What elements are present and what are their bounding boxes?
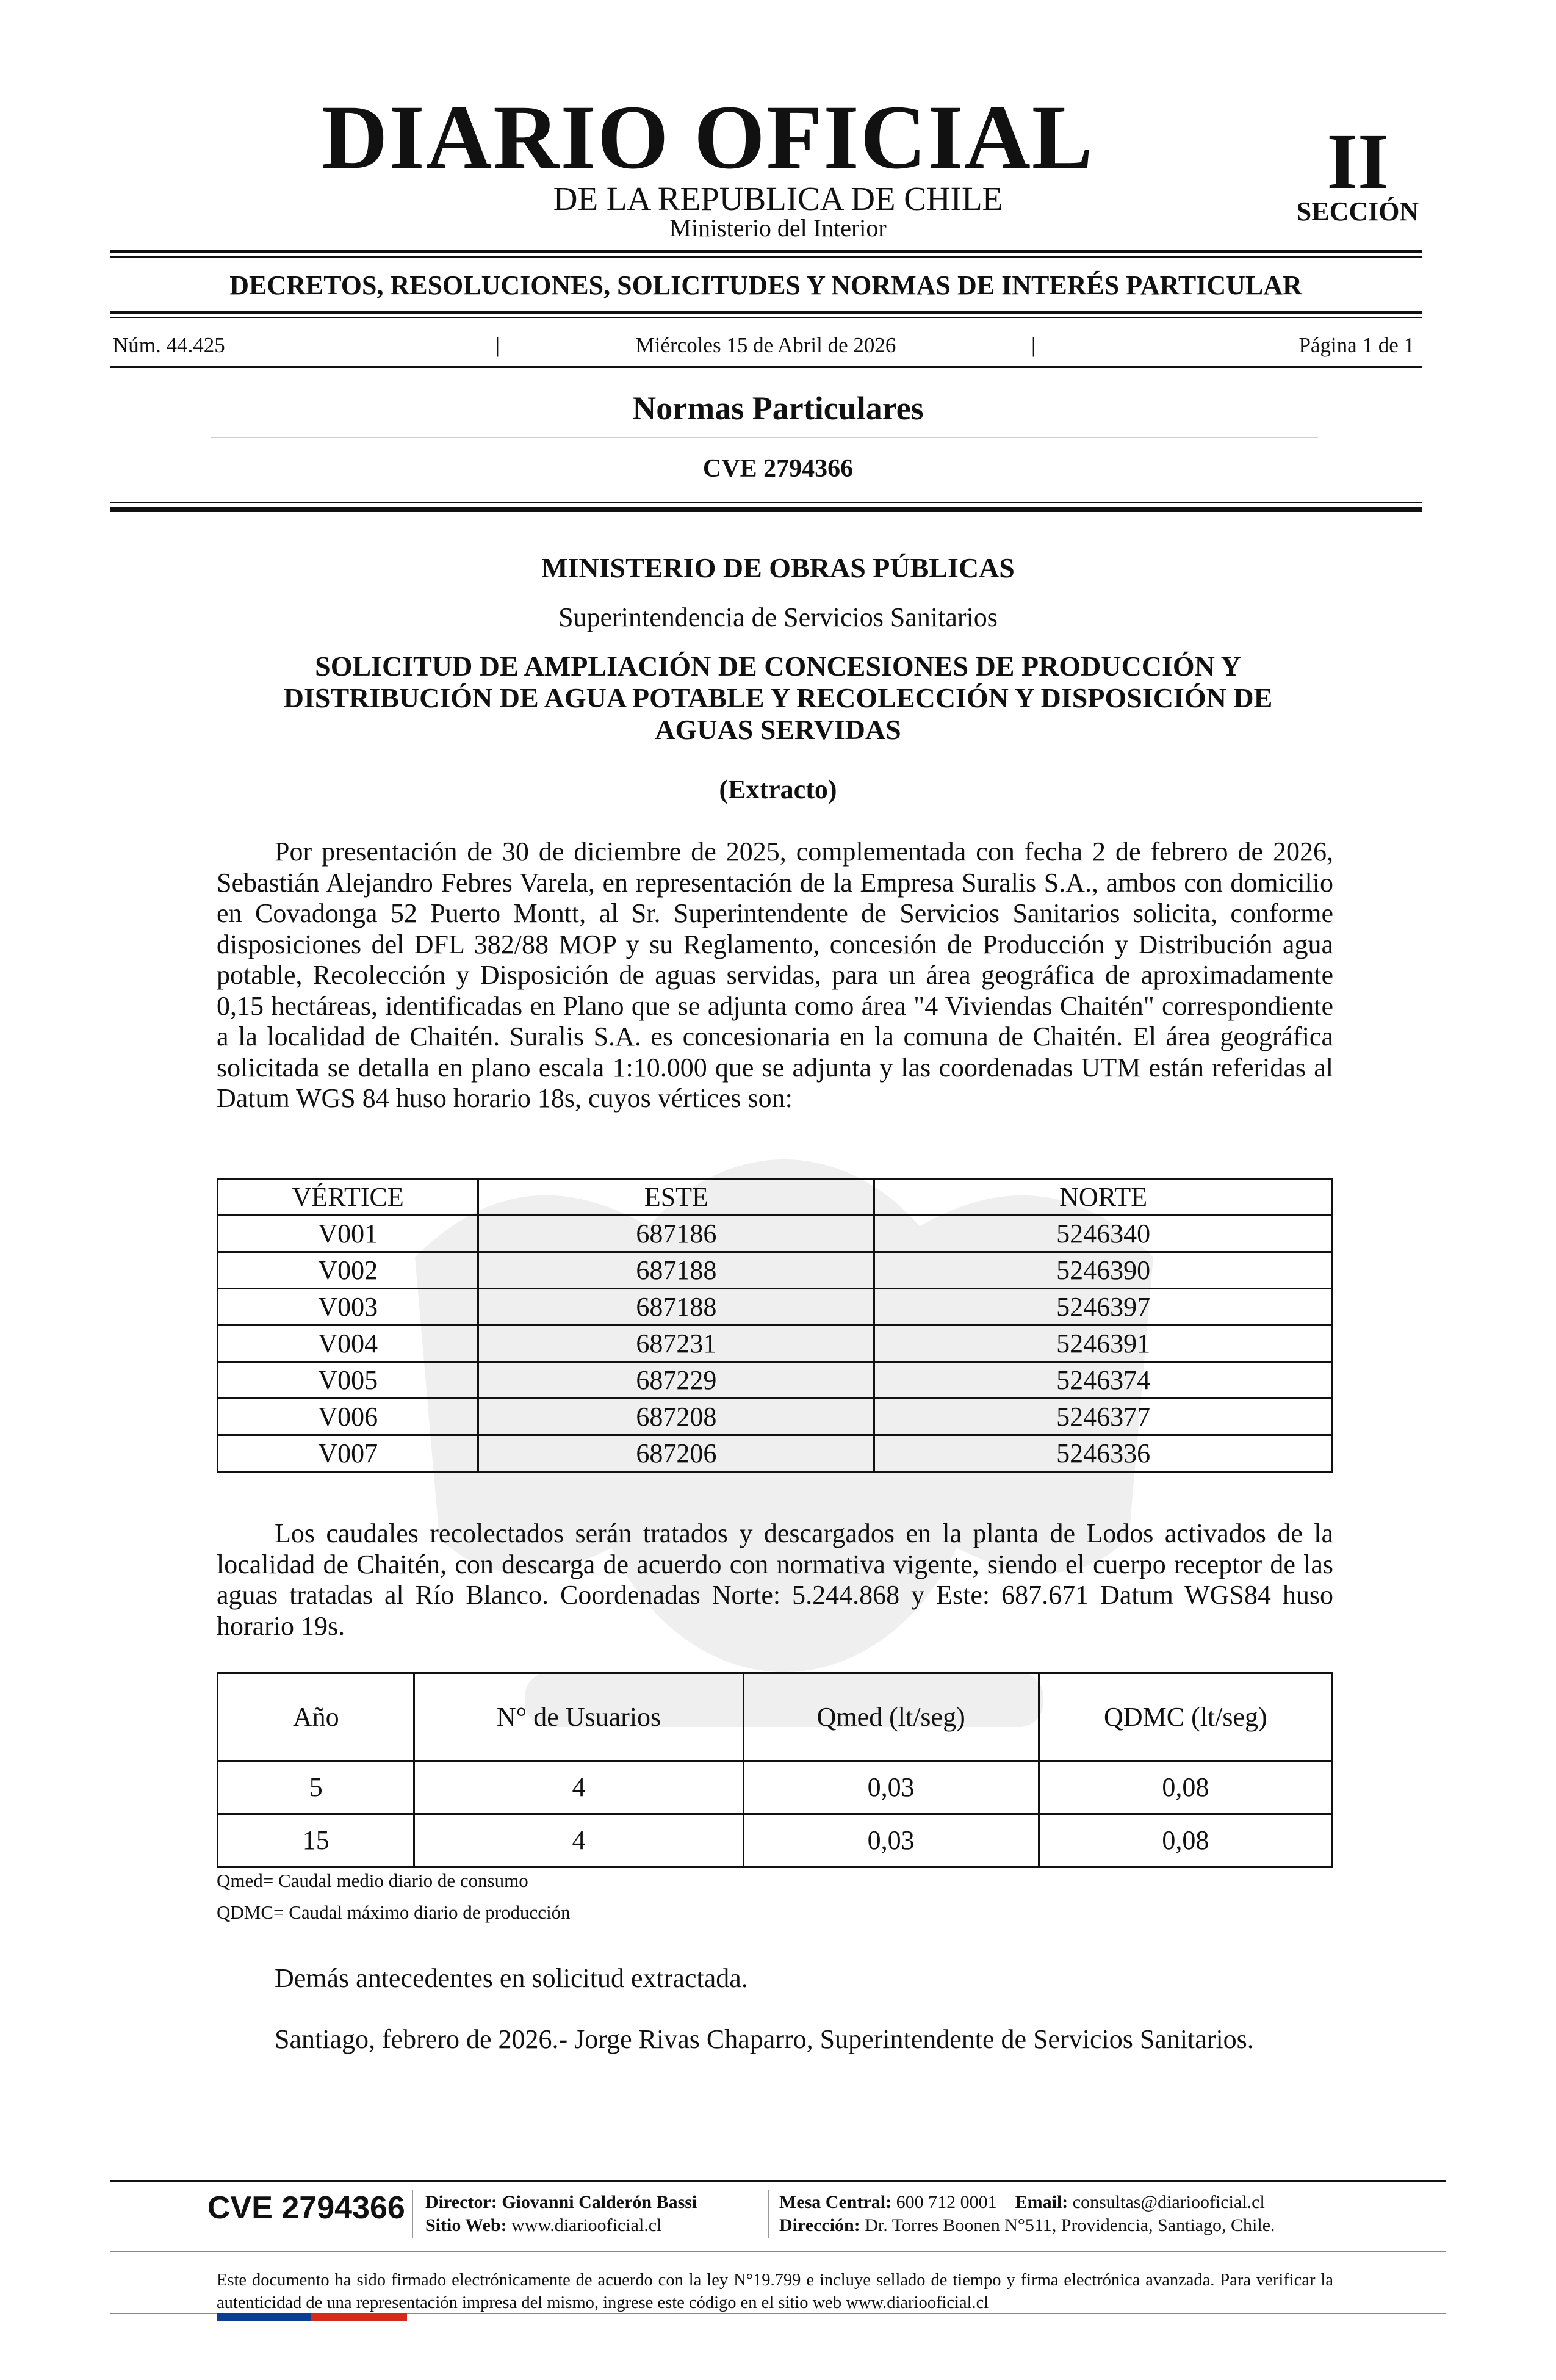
vertex-id: V001 — [218, 1216, 478, 1252]
document-title-line: SOLICITUD DE AMPLIACIÓN DE CONCESIONES DE PRODUCCIÓN Y — [315, 651, 1241, 682]
footer-rule-top — [110, 2180, 1446, 2182]
address-text: Dr. Torres Boonen N°511, Providencia, Santiago, Chile. — [865, 2215, 1275, 2235]
table-row — [218, 1399, 1333, 1435]
table-row — [218, 1761, 1333, 1814]
masthead-rule-top-thin — [110, 256, 1422, 258]
column-header: ESTE — [478, 1179, 874, 1216]
cve-code: CVE 2794366 — [702, 455, 854, 483]
document-title — [244, 651, 1312, 746]
table-row — [218, 1252, 1333, 1289]
table-footnote: Qmed= Caudal medio diario de consumo — [217, 1870, 528, 1891]
year-cell: 15 — [218, 1814, 414, 1867]
section-number: II — [1327, 118, 1389, 206]
vertex-id: V004 — [218, 1325, 478, 1362]
east-coordinate: 687206 — [478, 1435, 874, 1472]
document-title-line: AGUAS SERVIDAS — [655, 714, 901, 745]
banner-rule-bottom — [110, 311, 1422, 314]
site-label: Sitio Web: — [425, 2215, 507, 2235]
north-coordinate: 5246340 — [874, 1216, 1333, 1252]
mesa-phone: 600 712 0001 — [896, 2192, 997, 2212]
vertex-id: V005 — [218, 1362, 478, 1399]
qmed-cell: 0,03 — [743, 1761, 1039, 1814]
table-footnote: QDMC= Caudal máximo diario de producción — [217, 1902, 571, 1923]
heading-divider — [211, 437, 1318, 438]
footer-divider-left — [412, 2190, 413, 2238]
east-coordinate: 687188 — [478, 1252, 874, 1289]
column-header: N° de Usuarios — [414, 1673, 743, 1761]
vertex-id: V003 — [218, 1289, 478, 1325]
east-coordinate: 687229 — [478, 1362, 874, 1399]
issue-rule — [110, 366, 1422, 368]
north-coordinate: 5246336 — [874, 1435, 1333, 1472]
section-label: SECCIÓN — [1296, 197, 1419, 226]
masthead-subtitle: DE LA REPUBLICA DE CHILE — [553, 180, 1003, 217]
flag-stripe-red — [311, 2313, 407, 2321]
issue-separator-left: | — [495, 333, 500, 357]
body-paragraph-1: Por presentación de 30 de diciembre de 2025, complementada con fecha 2 de febrero de 2026, Sebastián Alejandro Febres Varela, en representación de la Empresa Suralis S.A., ambos con domicilio en Covadonga 52 Puerto Montt, al Sr. Superintendente de Servicios Sanitarios solicita, conforme disposiciones del DFL 382/88 MOP y su Reglamento, concesión de Producción y Distribución agua potable, Recolección y Disposición de aguas servidas, para un área geográfica de aproximadamente 0,15 hectáreas, identificadas en Plano que se adjunta como área "4 Viviendas Chaitén" correspondiente a la localidad de Chaitén. Suralis S.A. es concesionaria en la comuna de Chaitén. El área geográfica solicitada se detalla en plano escala 1:10.000 que se adjunta y las coordenadas UTM están referidas al Datum WGS 84 huso horario 18s, cuyos vértices son: — [217, 837, 1333, 1113]
users-cell: 4 — [414, 1814, 743, 1867]
footer-legal-notice: Este documento ha sido firmado electrónicamente de acuerdo con la ley N°19.799 e incluye sellado de tiempo y firma electrónica avanzada. Para verificar la autenticidad de una representación impresa del mismo, ingrese este código en el sitio web www.diariooficial.cl — [217, 2271, 1333, 2312]
table-row — [218, 1814, 1333, 1867]
east-coordinate: 687208 — [478, 1399, 874, 1435]
footer-director — [425, 2191, 697, 2214]
footer-website — [425, 2214, 697, 2237]
footer-divider-right — [768, 2190, 769, 2238]
table-header-row — [218, 1673, 1333, 1761]
flag-stripe-blue — [217, 2313, 311, 2321]
column-header: NORTE — [874, 1179, 1333, 1216]
issue-number: Núm. 44.425 — [113, 333, 225, 357]
footer-address — [779, 2214, 1275, 2237]
column-header: QDMC (lt/seg) — [1039, 1673, 1332, 1761]
closing-line: Demás antecedentes en solicitud extractada. — [275, 1963, 748, 1993]
year-cell: 5 — [218, 1761, 414, 1814]
document-title-line: DISTRIBUCIÓN DE AGUA POTABLE Y RECOLECCIÓN Y DISPOSICIÓN DE — [283, 682, 1273, 713]
table-header-row — [218, 1179, 1333, 1216]
footer-phone-email — [779, 2191, 1275, 2214]
north-coordinate: 5246374 — [874, 1362, 1333, 1399]
column-header: VÉRTICE — [218, 1179, 478, 1216]
east-coordinate: 687188 — [478, 1289, 874, 1325]
north-coordinate: 5246390 — [874, 1252, 1333, 1289]
masthead-title: DIARIO OFICIAL — [322, 87, 1094, 188]
vertex-id: V002 — [218, 1252, 478, 1289]
issuing-ministry: MINISTERIO DE OBRAS PÚBLICAS — [541, 552, 1015, 583]
table-row — [218, 1216, 1333, 1252]
header-end-rule-thick — [110, 507, 1422, 512]
extract-label: (Extracto) — [719, 774, 837, 804]
north-coordinate: 5246391 — [874, 1325, 1333, 1362]
vertices-table — [217, 1178, 1333, 1473]
email-label: Email: — [1015, 2192, 1068, 2212]
table-row — [218, 1435, 1333, 1472]
table-row — [218, 1325, 1333, 1362]
issue-separator-right: | — [1031, 333, 1036, 357]
table-row — [218, 1289, 1333, 1325]
flow-table — [217, 1672, 1333, 1868]
users-cell: 4 — [414, 1761, 743, 1814]
north-coordinate: 5246377 — [874, 1399, 1333, 1435]
issue-date: Miércoles 15 de Abril de 2026 — [635, 333, 896, 357]
site-url[interactable]: www.diariooficial.cl — [511, 2215, 662, 2235]
director-name: Giovanni Calderón Bassi — [502, 2192, 697, 2212]
footer-rule-mid — [110, 2251, 1446, 2252]
qdmc-cell: 0,08 — [1039, 1814, 1332, 1867]
signature-line: Santiago, febrero de 2026.- Jorge Rivas Chaparro, Superintendente de Servicios Sanitarios. — [275, 2024, 1254, 2054]
section-heading: Normas Particulares — [632, 390, 924, 427]
east-coordinate: 687231 — [478, 1325, 874, 1362]
qmed-cell: 0,03 — [743, 1814, 1039, 1867]
masthead-rule-top — [110, 250, 1422, 253]
body-paragraph-2: Los caudales recolectados serán tratados y descargados en la planta de Lodos activados de la localidad de Chaitén, con descarga de acuerdo con normativa vigente, siendo el cuerpo receptor de las aguas tratadas al Río Blanco. Coordenadas Norte: 5.244.868 y Este: 687.671 Datum WGS84 huso horario 19s. — [217, 1518, 1333, 1641]
footer-director-block — [425, 2191, 697, 2237]
banner-rule-bottom-thin — [110, 317, 1422, 318]
footer-contact-block — [779, 2191, 1275, 2237]
north-coordinate: 5246397 — [874, 1289, 1333, 1325]
table-row — [218, 1362, 1333, 1399]
footer-cve-code: CVE 2794366 — [207, 2190, 405, 2226]
issuing-agency: Superintendencia de Servicios Sanitarios — [558, 602, 998, 632]
column-header: Año — [218, 1673, 414, 1761]
address-label: Dirección: — [779, 2215, 860, 2235]
mesa-label: Mesa Central: — [779, 2192, 892, 2212]
east-coordinate: 687186 — [478, 1216, 874, 1252]
director-label: Director: — [425, 2192, 497, 2212]
section-banner: DECRETOS, RESOLUCIONES, SOLICITUDES Y NORMAS DE INTERÉS PARTICULAR — [229, 270, 1302, 300]
vertex-id: V006 — [218, 1399, 478, 1435]
header-end-rule-thin — [110, 502, 1422, 503]
page-indicator: Página 1 de 1 — [1298, 333, 1414, 357]
email-address[interactable]: consultas@diariooficial.cl — [1072, 2192, 1265, 2212]
qdmc-cell: 0,08 — [1039, 1761, 1332, 1814]
masthead-ministry: Ministerio del Interior — [669, 214, 887, 242]
column-header: Qmed (lt/seg) — [743, 1673, 1039, 1761]
vertex-id: V007 — [218, 1435, 478, 1472]
